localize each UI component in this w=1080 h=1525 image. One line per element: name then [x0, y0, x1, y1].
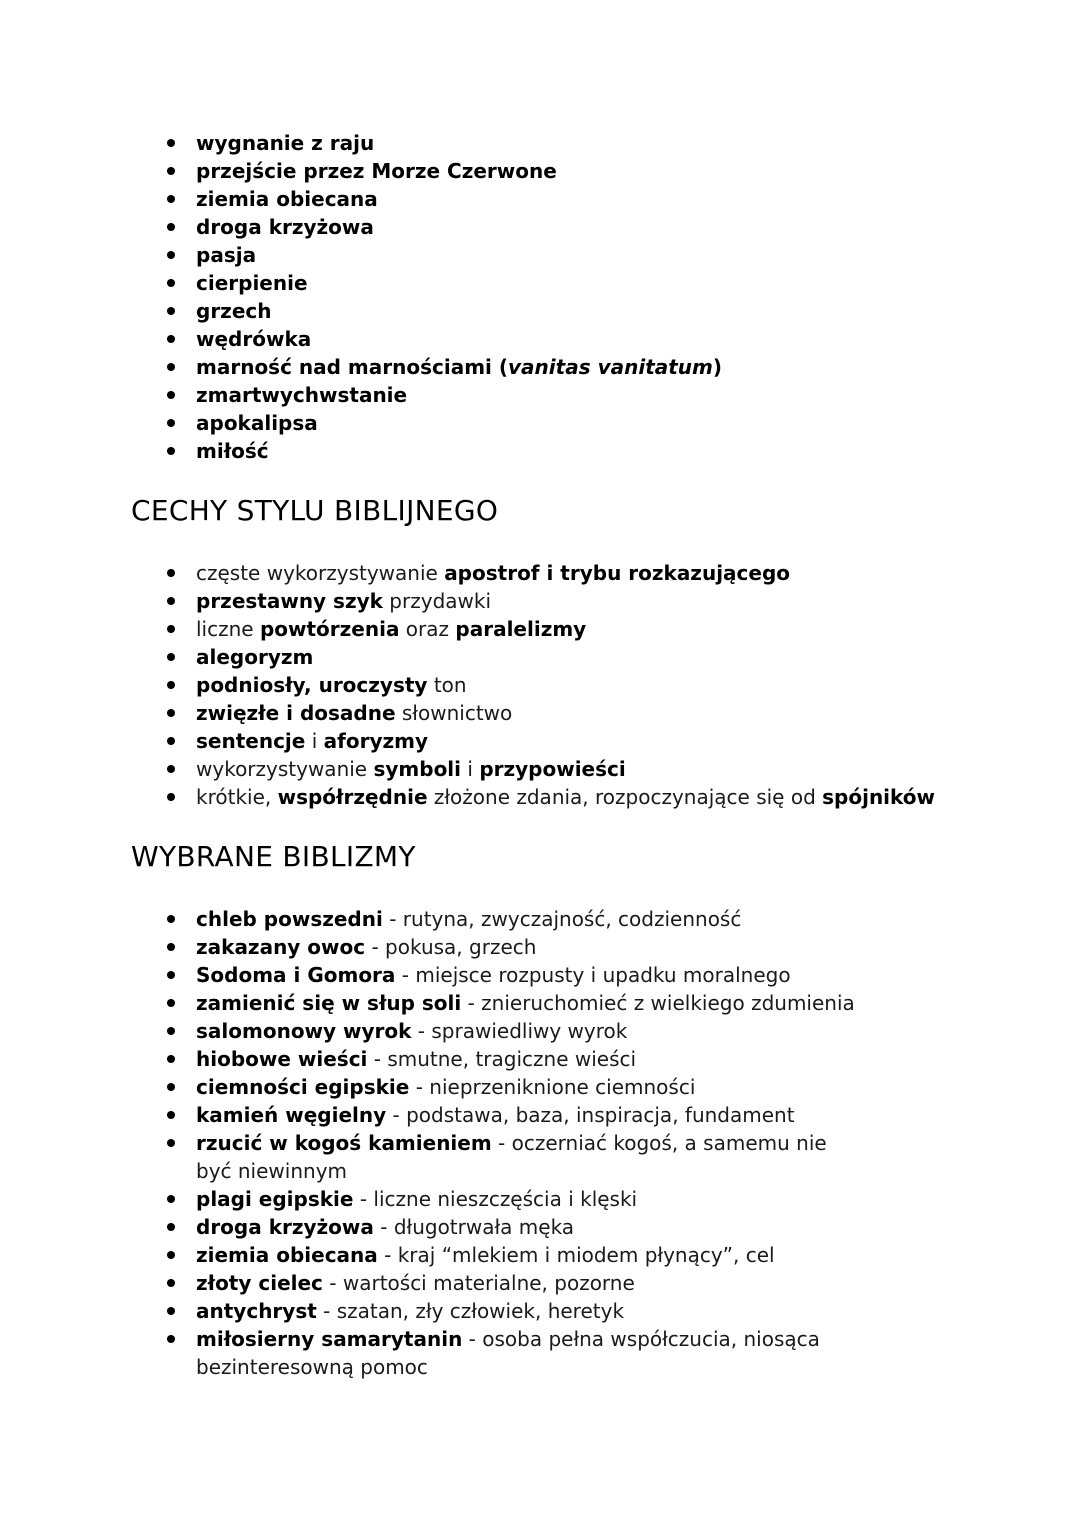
list-item: antychryst - szatan, zły człowiek, heretyk [163, 1297, 1013, 1325]
bullet-icon [167, 737, 175, 745]
bullet-icon [167, 943, 175, 951]
bullet-icon [167, 167, 175, 175]
bullet-icon [167, 447, 175, 455]
bullet-icon [167, 1251, 175, 1259]
list-item: przestawny szyk przydawki [163, 587, 1013, 615]
list-item: częste wykorzystywanie apostrof i trybu rozkazującego [163, 559, 1013, 587]
list-item: złoty cielec - wartości materialne, pozorne [163, 1269, 1013, 1297]
list-item: ziemia obiecana - kraj “mlekiem i miodem płynący”, cel [163, 1241, 1013, 1269]
list-item: cierpienie [163, 269, 1013, 297]
bullet-icon [167, 139, 175, 147]
list-item: pasja [163, 241, 1013, 269]
bullet-icon [167, 915, 175, 923]
list-item: sentencje i aforyzmy [163, 727, 1013, 755]
bullet-icon [167, 653, 175, 661]
list-item: zmartwychwstanie [163, 381, 1013, 409]
bullet-icon [167, 195, 175, 203]
list-item: wygnanie z raju [163, 129, 1013, 157]
bullet-icon [167, 1083, 175, 1091]
bullet-icon [167, 625, 175, 633]
section-heading-biblizmy: WYBRANE BIBLIZMY [131, 840, 416, 873]
bullet-icon [167, 681, 175, 689]
list-item: krótkie, współrzędnie złożone zdania, rozpoczynające się od spójników [163, 783, 1013, 811]
bullet-icon [167, 597, 175, 605]
bullet-icon [167, 419, 175, 427]
bullet-icon [167, 1279, 175, 1287]
bullet-icon [167, 793, 175, 801]
bullet-icon [167, 1195, 175, 1203]
bullet-icon [167, 1223, 175, 1231]
list-item: liczne powtórzenia oraz paralelizmy [163, 615, 1013, 643]
bullet-icon [167, 569, 175, 577]
bullet-icon [167, 1111, 175, 1119]
list-item: salomonowy wyrok - sprawiedliwy wyrok [163, 1017, 1013, 1045]
list-item: plagi egipskie - liczne nieszczęścia i klęski [163, 1185, 1013, 1213]
bullet-icon [167, 251, 175, 259]
bullet-icon [167, 999, 175, 1007]
list-item: kamień węgielny - podstawa, baza, inspiracja, fundament [163, 1101, 1013, 1129]
bullet-icon [167, 279, 175, 287]
list-item: zwięzłe i dosadne słownictwo [163, 699, 1013, 727]
bullet-icon [167, 363, 175, 371]
list-item: rzucić w kogoś kamieniem - oczerniać kogoś, a samemu nie być niewinnym [163, 1129, 846, 1185]
bullet-icon [167, 1027, 175, 1035]
list-item: ziemia obiecana [163, 185, 1013, 213]
list-item: alegoryzm [163, 643, 1013, 671]
list-item: apokalipsa [163, 409, 1013, 437]
bullet-icon [167, 391, 175, 399]
bullet-icon [167, 1055, 175, 1063]
bullet-icon [167, 1335, 175, 1343]
list-item: zakazany owoc - pokusa, grzech [163, 933, 1013, 961]
list-item: przejście przez Morze Czerwone [163, 157, 1013, 185]
list-item-vanitas: marność nad marnościami (vanitas vanitatum) [163, 353, 1013, 381]
list-item: podniosły, uroczysty ton [163, 671, 1013, 699]
list-item: miłosierny samarytanin - osoba pełna współczucia, niosąca bezinteresowną pomoc [163, 1325, 846, 1381]
list-item: zamienić się w słup soli - znieruchomieć z wielkiego zdumienia [163, 989, 1013, 1017]
list-item: droga krzyżowa - długotrwała męka [163, 1213, 1013, 1241]
biblizmy-list [163, 905, 1013, 1381]
section-heading-style: CECHY STYLU BIBLIJNEGO [131, 494, 499, 527]
list-item: Sodoma i Gomora - miejsce rozpusty i upadku moralnego [163, 961, 1013, 989]
list-item: hiobowe wieści - smutne, tragiczne wieści [163, 1045, 1013, 1073]
bullet-icon [167, 335, 175, 343]
list-item: grzech [163, 297, 1013, 325]
bullet-icon [167, 1307, 175, 1315]
list-item: miłość [163, 437, 1013, 465]
style-features-list [163, 559, 1013, 811]
list-item: droga krzyżowa [163, 213, 1013, 241]
bullet-icon [167, 709, 175, 717]
bullet-icon [167, 223, 175, 231]
bullet-icon [167, 1139, 175, 1147]
list-item: chleb powszedni - rutyna, zwyczajność, codzienność [163, 905, 1013, 933]
list-item: ciemności egipskie - nieprzeniknione ciemności [163, 1073, 1013, 1101]
bullet-icon [167, 971, 175, 979]
bullet-icon [167, 765, 175, 773]
motifs-list [163, 129, 1013, 465]
list-item: wędrówka [163, 325, 1013, 353]
list-item: wykorzystywanie symboli i przypowieści [163, 755, 1013, 783]
bullet-icon [167, 307, 175, 315]
